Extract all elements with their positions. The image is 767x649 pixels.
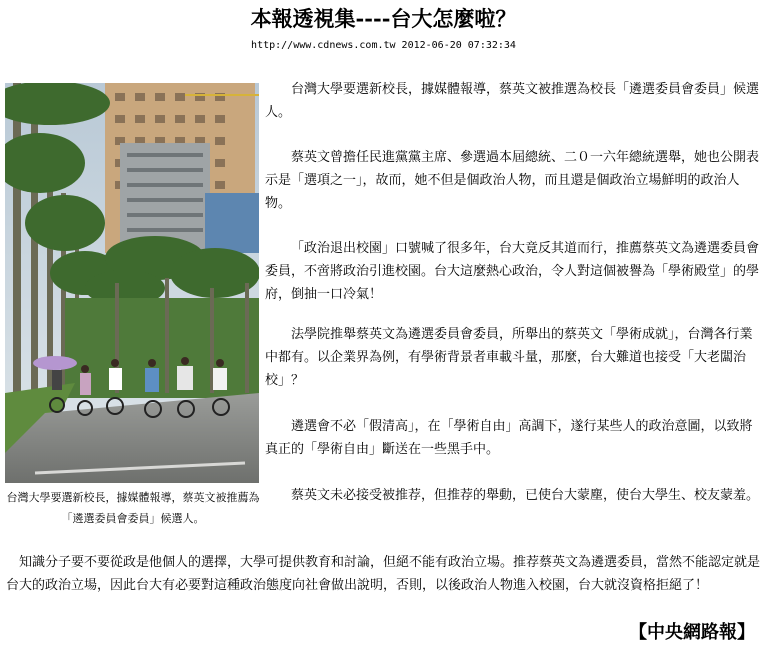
photo-caption: 台灣大學要選新校長，據媒體報導，蔡英文被推薦為「遴選委員會委員」候選人。 <box>6 491 260 525</box>
article-title: 本報透視集----台大怎麼啦？ <box>250 6 517 31</box>
source-meta: http://www.cdnews.com.tw 2012-06-20 07:32:34 <box>251 40 516 51</box>
paragraph-7: 知識分子要不要從政是他個人的選擇，大學可提供教育和討論，但絕不能有政治立場。推荐蔡英文為遴選委員，當然不能認定就是台大的政治立場，因此台大有必要對這種政治態度向社會做出說明，否則，以後政治人物進入校園，台大就沒資格拒絕了！ <box>6 555 761 593</box>
paragraph-3: 「政治退出校園」口號喊了很多年，台大竟反其道而行，推薦蔡英文為遴選委員會委員，不啻將政治引進校園。台大這麼熱心政治，令人對這個被譽為「學術殿堂」的學府，倒抽一口冷氣！ <box>265 241 760 302</box>
paragraph-1: 台灣大學要選新校長，據媒體報導，蔡英文被推選為校長「遴選委員會委員」候選人。 <box>265 82 760 120</box>
publication-name: 【中央網路報】 <box>629 622 755 643</box>
paragraph-4: 法學院推舉蔡英文為遴選委員會委員，所舉出的蔡英文「學術成就」，台灣各行業中都有。以企業界為例，有學術背景者車載斗量，那麼，台大難道也接受「大老闆治校」？ <box>265 327 753 388</box>
campus-photo <box>5 83 259 483</box>
paragraph-2: 蔡英文曾擔任民進黨黨主席、參選過本屆總統、二０一六年總統選舉，她也公開表示是「選項之一」，故而，她不但是個政治人物，而且還是個政治立場鮮明的政治人物。 <box>265 150 760 211</box>
paragraph-5: 遴選會不必「假清高」，在「學術自由」高調下，遂行某些人的政治意圖，以致將真正的「學術自由」斷送在一些黑手中。 <box>265 419 753 457</box>
paragraph-6: 蔡英文未必接受被推荐，但推荐的舉動，已使台大蒙塵，使台大學生、校友蒙羞。 <box>291 488 760 503</box>
